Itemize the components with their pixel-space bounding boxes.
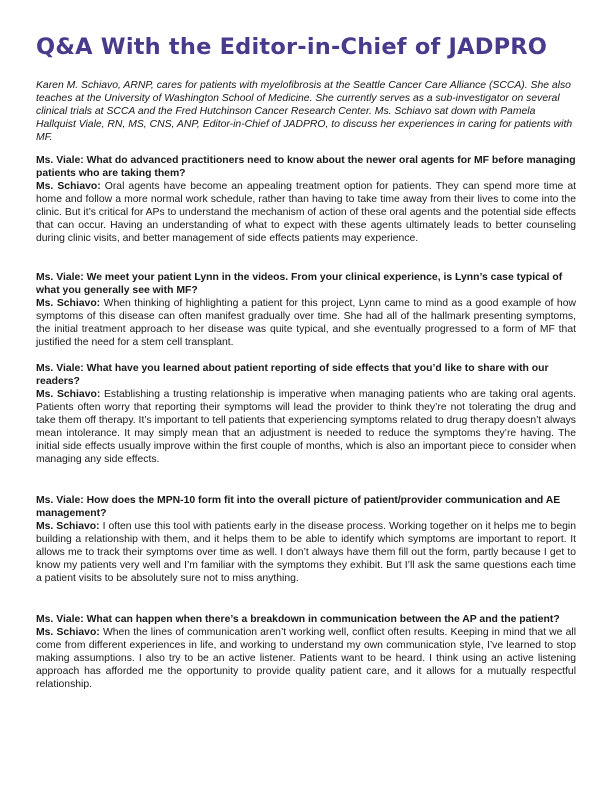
answer bbox=[36, 626, 576, 691]
answer-speaker: Ms. Schiavo: bbox=[36, 521, 100, 532]
answer bbox=[36, 180, 576, 245]
answer-text: Establishing a trusting relationship is imperative when managing patients who are taking oral agents. Patients often worry that reporting their symptoms will lead the provider to think they’re not tolerating the drug and take them off therapy. It’s important to tell patients that experiencing symptoms related to drug therapy doesn’t always mean intolerance. It may simply mean that an adjustment is needed to reduce the symptoms they’re having. The initial side effects usually improve within the first couple of months, which is also an important piece to consider when managing any side effects. bbox=[36, 389, 576, 465]
answer-speaker: Ms. Schiavo: bbox=[36, 627, 100, 638]
qa-block bbox=[36, 154, 576, 245]
answer-speaker: Ms. Schiavo: bbox=[36, 181, 101, 192]
answer-text: When thinking of highlighting a patient for this project, Lynn came to mind as a good example of how symptoms of this disease can often manifest gradually over time. She had all of the hallmark presenting symptoms, the initial treatment approach to her disease was quite typical, and she eventually progressed to a form of MF that justified the need for a stem cell transplant. bbox=[36, 298, 576, 348]
answer-speaker: Ms. Schiavo: bbox=[36, 389, 101, 400]
question: Ms. Viale: How does the MPN-10 form fit into the overall picture of patient/provider communication and AE management? bbox=[36, 495, 561, 519]
article-intro: Karen M. Schiavo, ARNP, cares for patients with myelofibrosis at the Seattle Cancer Care Alliance (SCCA). She also teaches at the University of Washington School of Medicine. She currently serves as a sub-investigator on several clinical trials at SCCA and the Fred Hutchinson Cancer Research Center. Ms. Schiavo sat down with Pamela Hallquist Viale, RN, MS, CNS, ANP, Editor-in-Chief of JADPRO, to discuss her experiences in caring for patients with MF. bbox=[36, 80, 573, 143]
answer-text: When the lines of communication aren’t working well, conflict often results. Keeping in mind that we all come from different experiences in life, and working to understand my own communication style, I’ve learned to stop making assumptions. I also try to be an active listener. Patients want to be heard. I think using an active listening approach has afforded me the opportunity to provide quality patient care, and it allows for a mutually respectful relationship. bbox=[36, 627, 576, 690]
qa-block bbox=[36, 271, 576, 349]
answer bbox=[36, 520, 576, 585]
qa-block bbox=[36, 613, 576, 691]
answer-speaker: Ms. Schiavo: bbox=[36, 298, 101, 309]
question: Ms. Viale: What do advanced practitioners need to know about the newer oral agents for MF before managing patients who are taking them? bbox=[36, 155, 576, 179]
question: Ms. Viale: What have you learned about patient reporting of side effects that you’d like to share with our readers? bbox=[36, 363, 549, 387]
answer bbox=[36, 388, 576, 466]
question: Ms. Viale: What can happen when there’s a breakdown in communication between the AP and the patient? bbox=[36, 614, 560, 625]
answer-text: I often use this tool with patients early in the disease process. Working together on it helps me to begin building a relationship with them, and it helps them to be able to identify which symptoms are important to report. It allows me to track their symptoms over time as well. I don’t always have them fill out the form, partly because I get to know my patients very well and I’m familiar with the symptoms they exhibit. But I’ll ask the same questions each time a patient visits to be absolutely sure not to miss anything. bbox=[36, 521, 576, 584]
qa-block bbox=[36, 494, 576, 585]
question: Ms. Viale: We meet your patient Lynn in the videos. From your clinical experience, is Lynn’s case typical of what you generally see with MF? bbox=[36, 272, 563, 296]
article-title: Q&A With the Editor-in-Chief of JADPRO bbox=[36, 34, 548, 60]
answer bbox=[36, 297, 576, 349]
qa-block bbox=[36, 362, 576, 466]
answer-text: Oral agents have become an appealing treatment option for patients. They can spend more time at home and follow a more normal work schedule, rather than having to take time away from their lives to come into the clinic. But it’s critical for APs to understand the mechanism of action of these oral agents and the potential side effects that can occur. Having an understanding of what to expect with these agents ultimately leads to better counseling during clinic visits, and better management of side effects patients may experience. bbox=[36, 181, 576, 244]
